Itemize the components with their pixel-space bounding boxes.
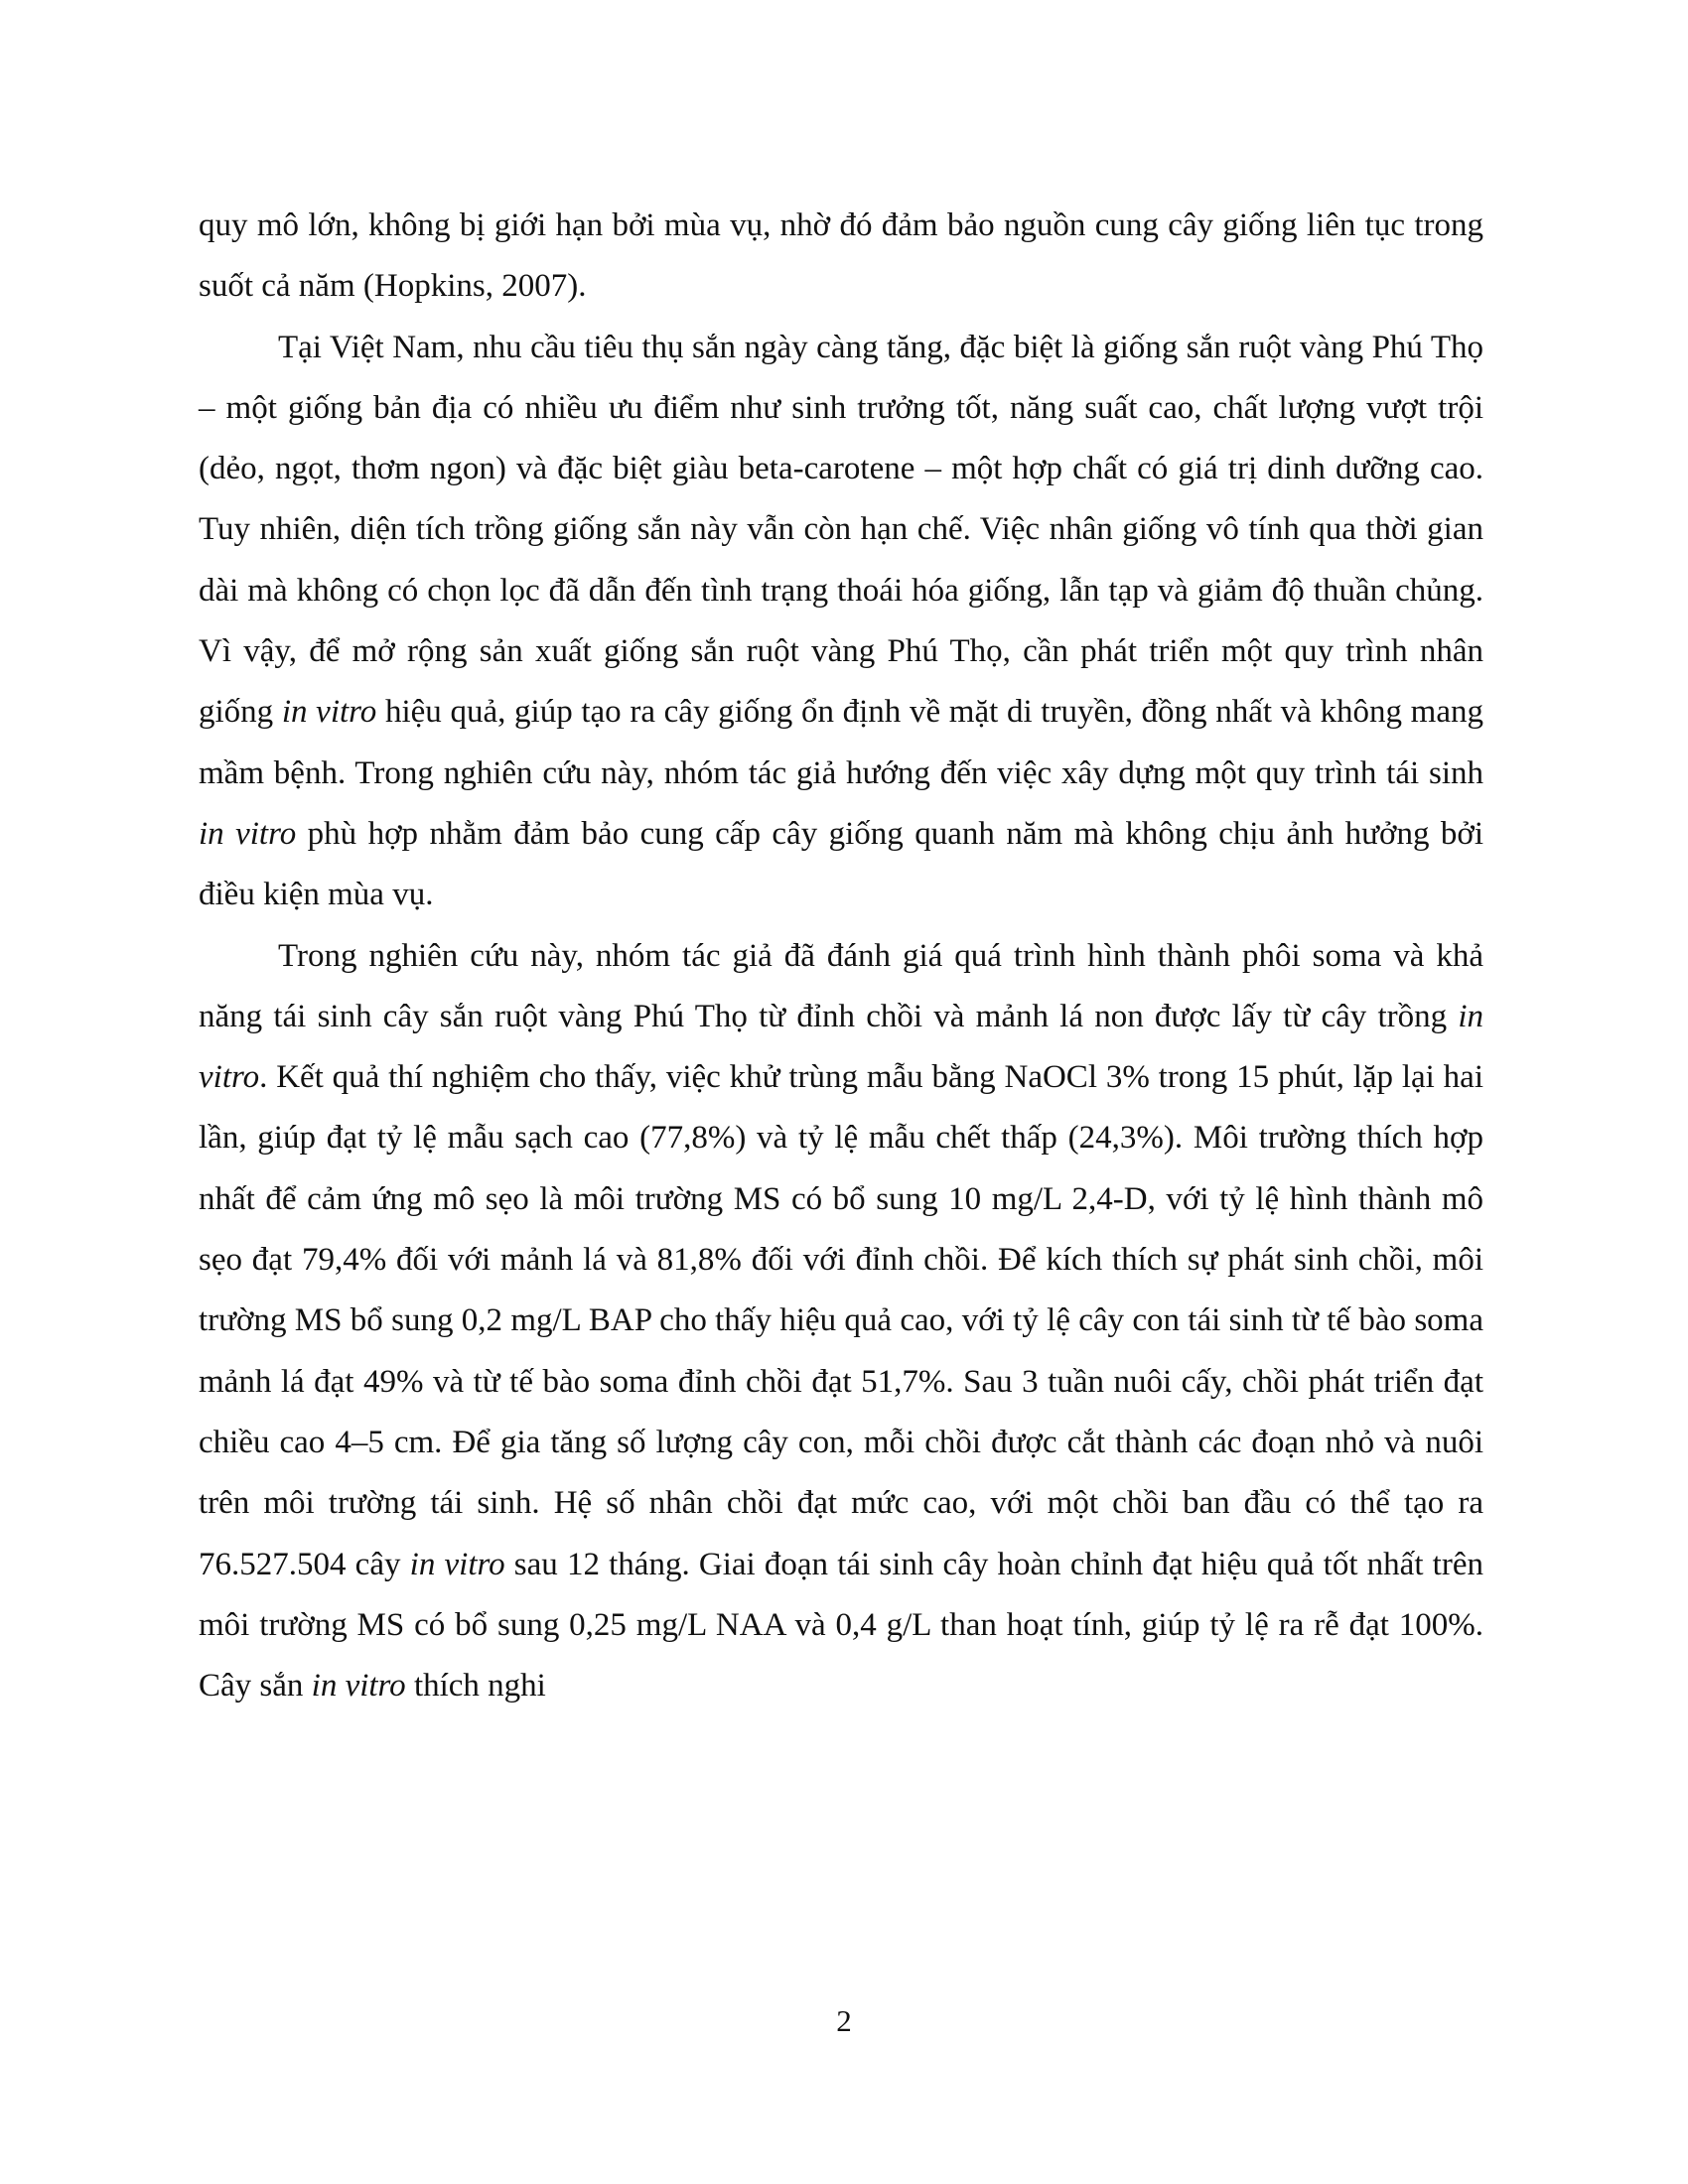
- text-run: Tại Việt Nam, nhu cầu tiêu thụ sắn ngày càng tăng, đặc biệt là giống sắn ruột vàng Phú Thọ – một giống bản địa có nhiều ưu điểm như sinh trưởng tốt, năng suất cao, chất lượng vượt trội (dẻo, ngọt, thơm ngon) và đặc biệt giàu beta-carotene – một hợp chất có giá trị dinh dưỡng cao. Tuy nhiên, diện tích trồng giống sắn này vẫn còn hạn chế. Việc nhân giống vô tính qua thời gian dài mà không có chọn lọc đã dẫn đến tình trạng thoái hóa giống, lẫn tạp và giảm độ thuần chủng. Vì vậy, để mở rộng sản xuất giống sắn ruột vàng Phú Thọ, cần phát triển một quy trình nhân giống: [199, 329, 1483, 731]
- text-run: . Kết quả thí nghiệm cho thấy, việc khử trùng mẫu bằng NaOCl 3% trong 15 phút, lặp lại hai lần, giúp đạt tỷ lệ mẫu sạch cao (77,8%) và tỷ lệ mẫu chết thấp (24,3%). Môi trường thích hợp nhất để cảm ứng mô sẹo là môi trường MS có bổ sung 10 mg/L 2,4-D, với tỷ lệ hình thành mô sẹo đạt 79,4% đối với mảnh lá và 81,8% đối với đỉnh chồi. Để kích thích sự phát sinh chồi, môi trường MS bổ sung 0,2 mg/L BAP cho thấy hiệu quả cao, với tỷ lệ cây con tái sinh từ tế bào soma mảnh lá đạt 49% và từ tế bào soma đỉnh chồi đạt 51,7%. Sau 3 tuần nuôi cấy, chồi phát triển đạt chiều cao 4–5 cm. Để gia tăng số lượng cây con, mỗi chồi được cắt thành các đoạn nhỏ và nuôi trên môi trường tái sinh. Hệ số nhân chồi đạt mức cao, với một chồi ban đầu có thể tạo ra 76.527.504 cây: [199, 1059, 1483, 1582]
- paragraph: [199, 196, 1483, 318]
- italic-term: in vitro: [409, 1546, 505, 1582]
- text-run: thích nghi: [405, 1668, 546, 1705]
- text-run: phù hợp nhằm đảm bảo cung cấp cây giống quanh năm mà không chịu ảnh hưởng bởi điều kiện mùa vụ.: [199, 815, 1483, 913]
- paragraph: [199, 926, 1483, 1717]
- text-run: hiệu quả, giúp tạo ra cây giống ổn định về mặt di truyền, đồng nhất và không mang mầm bệnh. Trong nghiên cứu này, nhóm tác giả hướng đến việc xây dựng một quy trình tái sinh: [199, 694, 1483, 791]
- italic-term: in vitro: [281, 694, 377, 731]
- body-text: [199, 196, 1483, 1716]
- text-run: quy mô lớn, không bị giới hạn bởi mùa vụ, nhờ đó đảm bảo nguồn cung cây giống liên tục trong suốt cả năm (Hopkins, 2007).: [199, 207, 1483, 305]
- text-run: Trong nghiên cứu này, nhóm tác giả đã đánh giá quá trình hình thành phôi soma và khả năng tái sinh cây sắn ruột vàng Phú Thọ từ đỉnh chồi và mảnh lá non được lấy từ cây trồng: [199, 937, 1483, 1034]
- text-run: sau 12 tháng. Giai đoạn tái sinh cây hoàn chỉnh đạt hiệu quả tốt nhất trên môi trường MS có bổ sung 0,25 mg/L NAA và 0,4 g/L than hoạt tính, giúp tỷ lệ ra rễ đạt 100%. Cây sắn: [199, 1546, 1483, 1705]
- italic-term: in vitro: [199, 815, 297, 852]
- italic-term: in vitro: [199, 998, 1483, 1096]
- italic-term: in vitro: [311, 1668, 406, 1705]
- page-number: 2: [836, 2003, 852, 2038]
- paragraph: [199, 318, 1483, 926]
